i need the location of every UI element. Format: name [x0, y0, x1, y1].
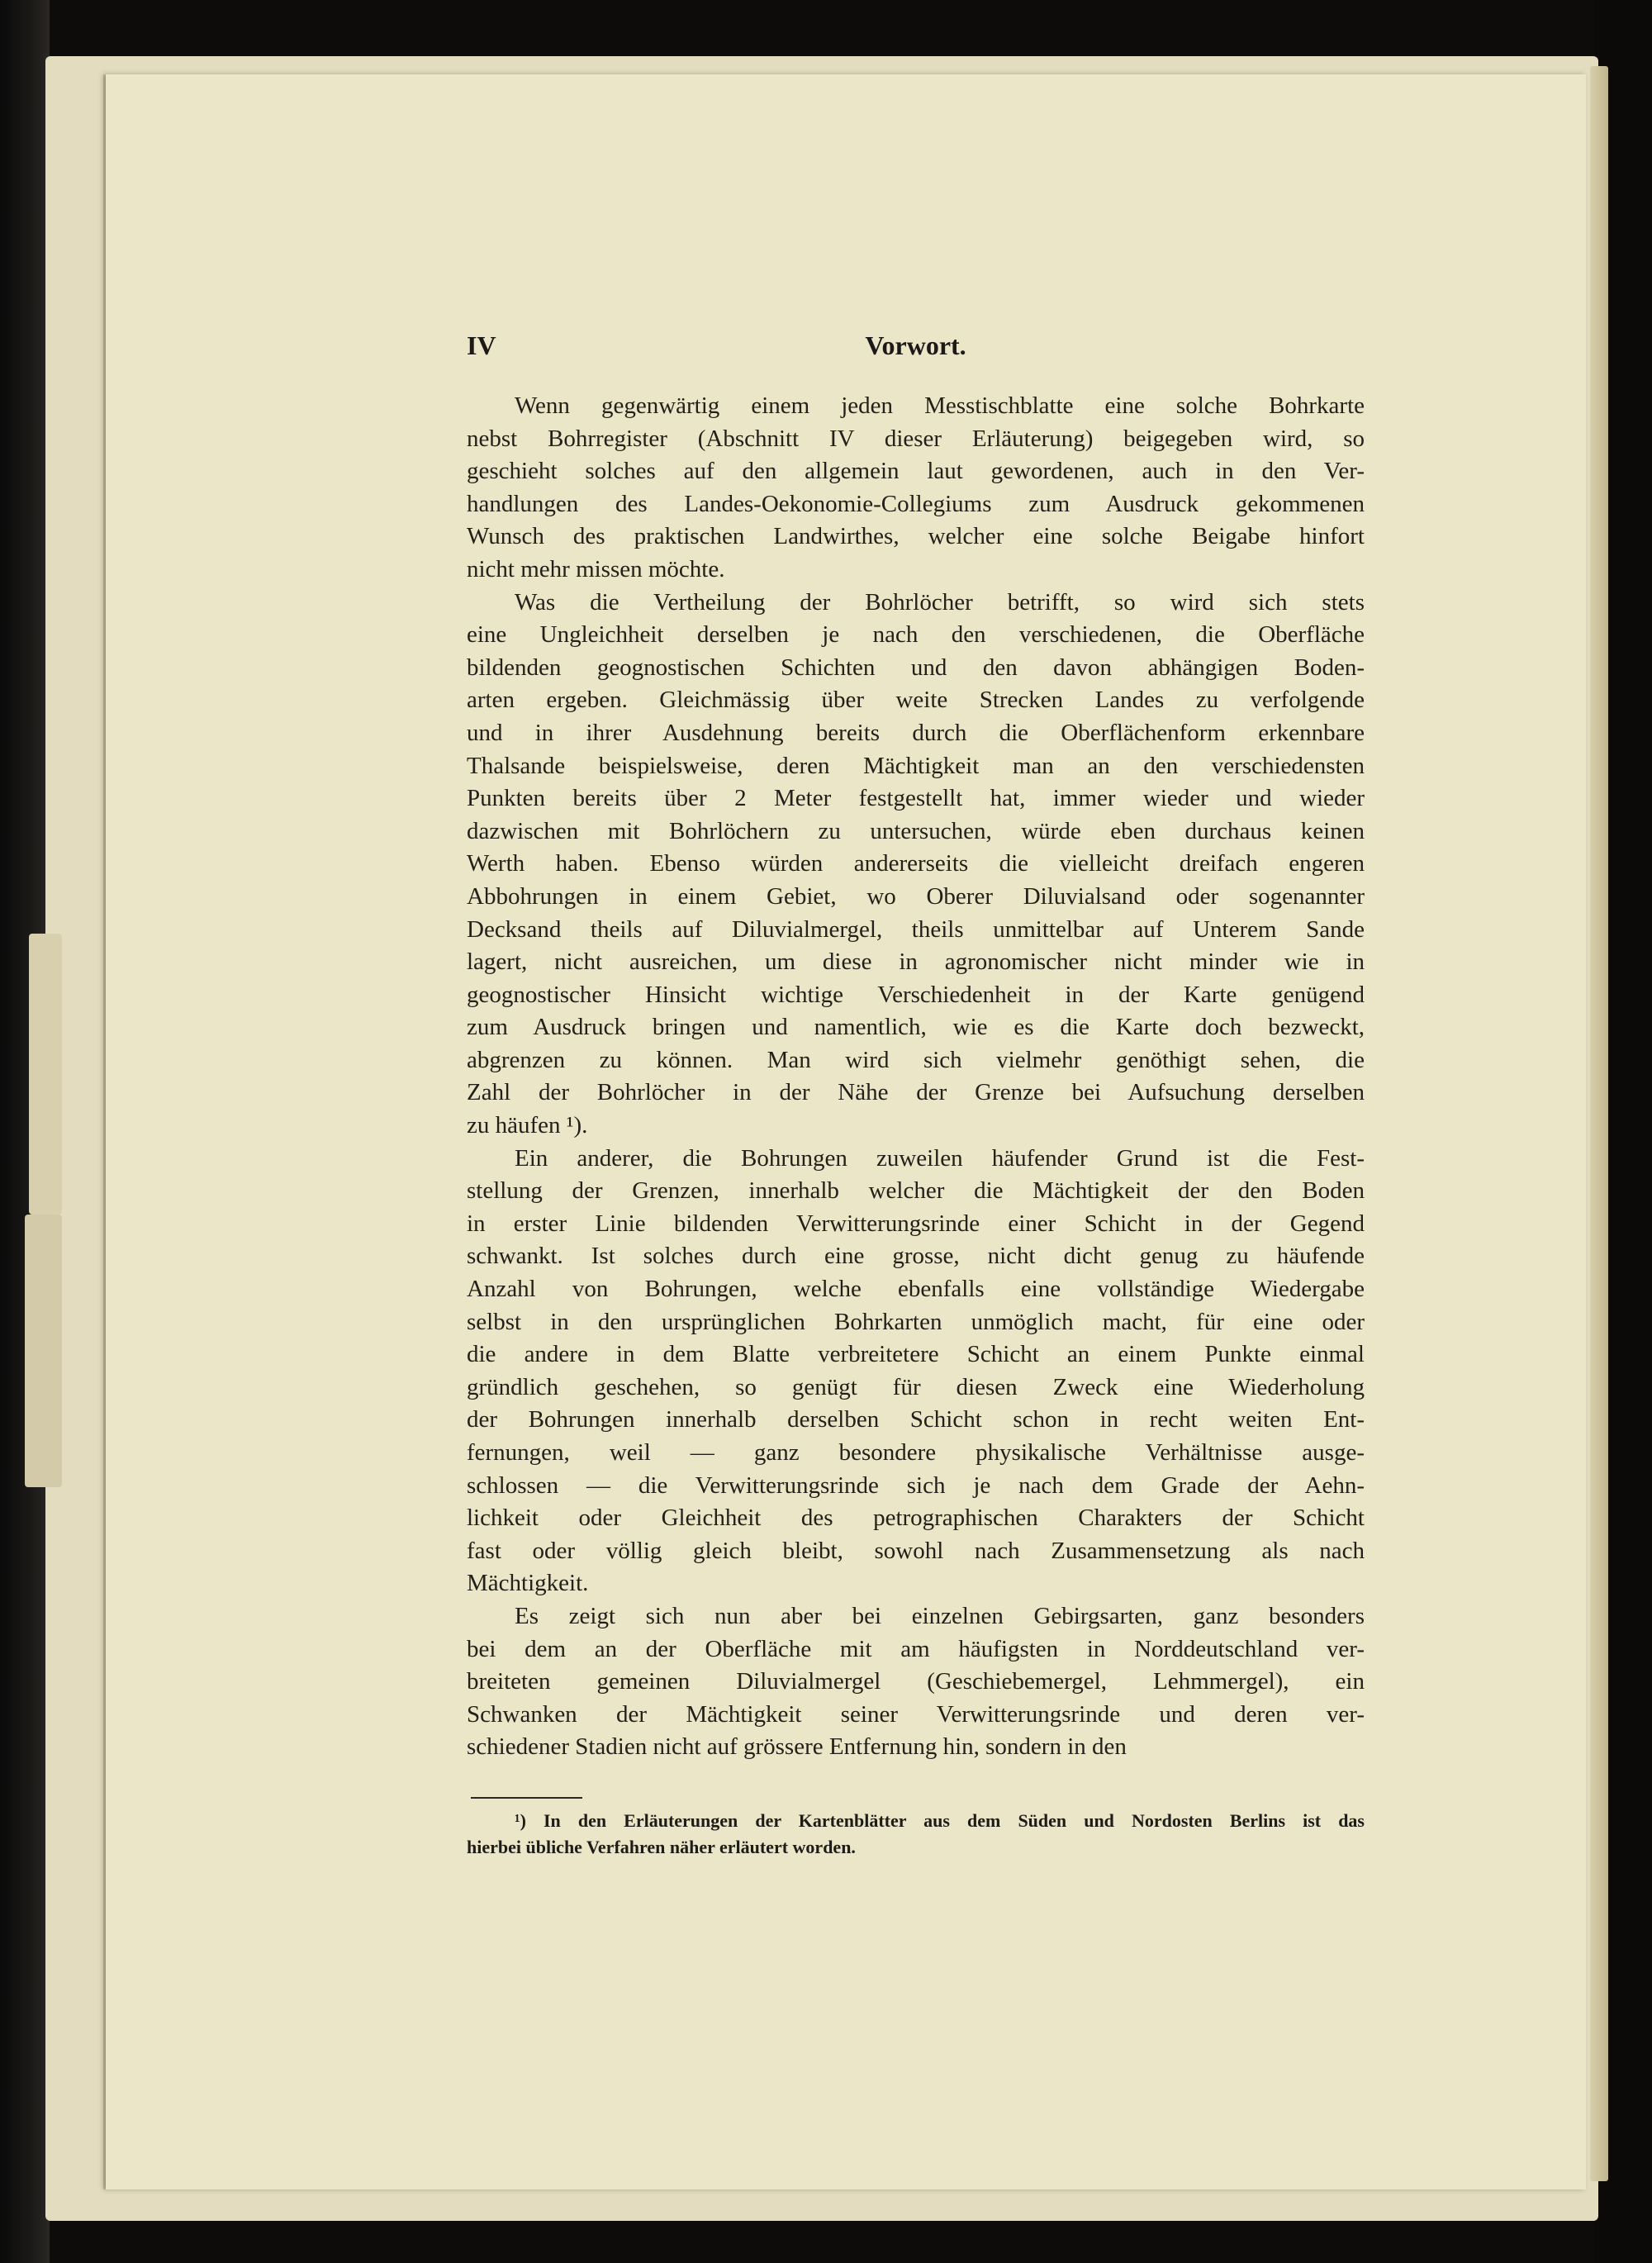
paragraph-line: Ein anderer, die Bohrungen zuweilen häufender Grund ist die Fest- — [515, 1144, 1365, 1172]
paragraph-line: Wenn gegenwärtig einem jeden Messtischblatte eine solche Bohrkarte — [515, 392, 1365, 419]
footnote-line: hierbei übliche Verfahren näher erläutert worden. — [467, 1837, 856, 1857]
paragraph-line: Werth haben. Ebenso würden andererseits die vielleicht dreifach engeren — [467, 850, 1365, 877]
paragraph-line: dazwischen mit Bohrlöchern zu untersuchen, würde eben durchaus keinen — [467, 817, 1365, 844]
paragraph-line: Punkten bereits über 2 Meter festgestellt hat, immer wieder und wieder — [467, 785, 1365, 812]
paragraph-line: schiedener Stadien nicht auf grössere Entfernung hin, sondern in den — [467, 1733, 1127, 1761]
paragraph-line: fernungen, weil — ganz besondere physikalische Verhältnisse ausge- — [467, 1439, 1365, 1466]
paragraph-line: Decksand theils auf Diluvialmergel, theils unmittelbar auf Unterem Sande — [467, 915, 1365, 943]
paragraph-line: stellung der Grenzen, innerhalb welcher die Mächtigkeit der den Boden — [467, 1177, 1365, 1205]
paragraph-line: Wunsch des praktischen Landwirthes, welcher eine solche Beigabe hinfort — [467, 523, 1365, 550]
paragraph-line: Zahl der Bohrlöcher in der Nähe der Grenze bei Aufsuchung derselben — [467, 1079, 1365, 1106]
running-title: Vorwort. — [865, 330, 966, 360]
paragraph-line: in erster Linie bildenden Verwitterungsrinde einer Schicht in der Gegend — [467, 1210, 1365, 1237]
page-number: IV — [467, 330, 496, 360]
paragraph-line: lichkeit oder Gleichheit des petrographischen Charakters der Schicht — [467, 1505, 1365, 1532]
paragraph-line: geognostischer Hinsicht wichtige Verschiedenheit in der Karte genügend — [467, 981, 1365, 1008]
torn-page-edge — [29, 934, 62, 1215]
paragraph-line: nicht mehr missen möchte. — [467, 555, 725, 582]
paragraph-line: bildenden geognostischen Schichten und den davon abhängigen Boden- — [467, 654, 1365, 681]
paragraph-line: Thalsande beispielsweise, deren Mächtigkeit man an den verschiedensten — [467, 752, 1365, 779]
paragraph-line: bei dem an der Oberfläche mit am häufigsten in Norddeutschland ver- — [467, 1635, 1365, 1662]
page-header — [467, 330, 1365, 372]
paragraph-line: selbst in den ursprünglichen Bohrkarten unmöglich macht, für eine oder — [467, 1308, 1365, 1335]
paragraph-line: gründlich geschehen, so genügt für diesen Zweck eine Wiederholung — [467, 1373, 1365, 1400]
paragraph-line: fast oder völlig gleich bleibt, sowohl nach Zusammensetzung als nach — [467, 1537, 1365, 1564]
paragraph-line: eine Ungleichheit derselben je nach den verschiedenen, die Oberfläche — [467, 621, 1365, 649]
paragraph-line: die andere in dem Blatte verbreitetere Schicht an einem Punkte einmal — [467, 1341, 1365, 1368]
paragraph-line: zu häufen ¹). — [467, 1112, 588, 1139]
paragraph-line: lagert, nicht ausreichen, um diese in agronomischer nicht minder wie in — [467, 948, 1365, 976]
footnote-divider — [471, 1797, 582, 1799]
paragraph-line: der Bohrungen innerhalb derselben Schicht schon in recht weiten Ent- — [467, 1406, 1365, 1433]
torn-page-edge — [25, 1215, 62, 1487]
footnote — [467, 1808, 1365, 1861]
paragraph-line: breiteten gemeinen Diluvialmergel (Geschiebemergel, Lehmmergel), ein — [467, 1668, 1365, 1695]
paragraph-line: Schwanken der Mächtigkeit seiner Verwitterungsrinde und deren ver- — [467, 1700, 1365, 1728]
paragraph-line: Was die Vertheilung der Bohrlöcher betrifft, so wird sich stets — [515, 588, 1365, 616]
paragraph-line: nebst Bohrregister (Abschnitt IV dieser Erläuterung) beigegeben wird, so — [467, 425, 1365, 452]
next-page-edge — [1590, 66, 1608, 2181]
paragraph-line: handlungen des Landes-Oekonomie-Collegiums zum Ausdruck gekommenen — [467, 490, 1365, 517]
paragraph-line: Anzahl von Bohrungen, welche ebenfalls eine vollständige Wiedergabe — [467, 1276, 1365, 1303]
paragraph-line: und in ihrer Ausdehnung bereits durch die Oberflächenform erkennbare — [467, 719, 1365, 746]
paragraph-line: geschieht solches auf den allgemein laut gewordenen, auch in den Ver- — [467, 458, 1365, 485]
paragraph-line: Es zeigt sich nun aber bei einzelnen Gebirgsarten, ganz besonders — [515, 1602, 1365, 1629]
paragraph-line: Abbohrungen in einem Gebiet, wo Oberer Diluvialsand oder sogenannter — [467, 882, 1365, 910]
paragraph-line: Mächtigkeit. — [467, 1570, 589, 1597]
paragraph-line: zum Ausdruck bringen und namentlich, wie es die Karte doch bezweckt, — [467, 1014, 1365, 1041]
body-text — [467, 390, 1365, 1764]
paragraph-line: abgrenzen zu können. Man wird sich vielmehr genöthigt sehen, die — [467, 1046, 1365, 1073]
paragraph-line: schwankt. Ist solches durch eine grosse, nicht dicht genug zu häufende — [467, 1243, 1365, 1270]
paragraph-line: arten ergeben. Gleichmässig über weite Strecken Landes zu verfolgende — [467, 687, 1365, 714]
footnote-line: ¹) In den Erläuterungen der Kartenblätter aus dem Süden und Nordosten Berlins ist das — [515, 1810, 1365, 1831]
paragraph-line: schlossen — die Verwitterungsrinde sich je nach dem Grade der Aehn- — [467, 1471, 1365, 1499]
